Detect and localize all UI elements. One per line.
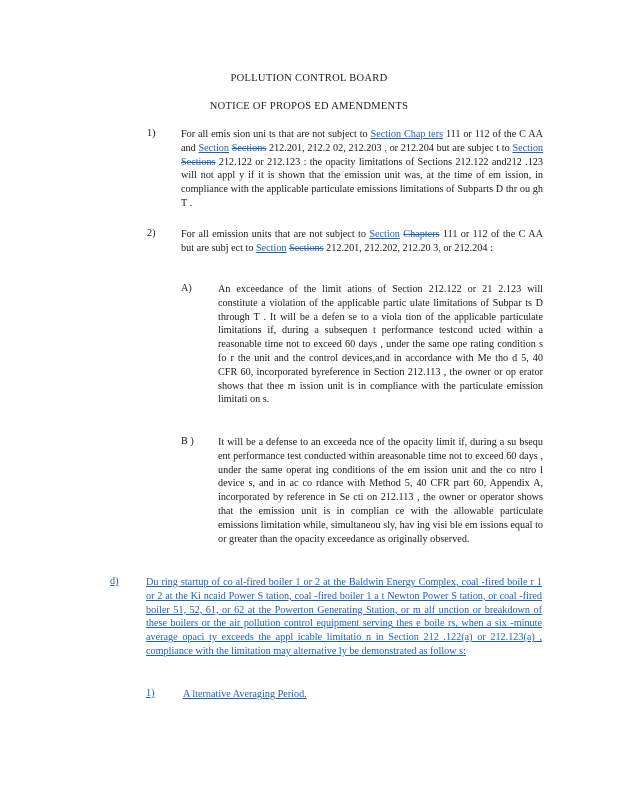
item-1-insert-a: Section Chap ters [370,129,444,140]
item-1-number: 1) [147,128,156,139]
item-1-text-c: 212.201, 212.2 02, 212.203 [266,142,385,154]
item-1-paragraph [181,128,543,211]
item-d-number: d) [110,576,119,587]
item-B-number: B ) [181,436,194,447]
item-1-insert-c: , [384,142,387,154]
item-2-deletion-a: Chapters [403,229,440,240]
item-2-text-c: 212.201, 212.202, 212.20 3 [323,242,439,254]
item-d1-number: 1) [146,688,155,699]
item-d1-heading: A lternative Averaging Period. [183,689,307,700]
item-1-text-a: For all emis sion uni ts that are not subject to [181,129,371,140]
item-2-deletion-b: Sections [289,242,324,254]
item-1-insert-d: Section [512,142,544,154]
item-2-paragraph [181,228,543,256]
item-1-deletion-a: Sections [231,142,267,154]
item-1-insert-b: Section [198,142,229,154]
item-2-text-b: 111 or 112 of the C AA but are subj ect to [181,229,543,254]
item-d-paragraph: Du ring startup of co al-fired boiler 1 or 2 at the Baldwin Energy Complex, coal -fired boile r 1 or 2 at the Ki ncaid Power S tation, coal -fired boiler 1 a t Newton Power S tation, or coal -fired boiler 51, 52, 61, or 62 at the Powerton Generating Station, or m alf unction or breakdown of these boilers or the air pollution control equipment serving thes e boile rs, when a six -minute average opaci ty exceeds the appl icable limitatio n in Section 212 .122(a) or 212.123(a) , compliance with the limitation may alternative ly be demonstrated as follow s: [146,577,542,657]
item-1-text-b: 111 or 112 of the C AA and [181,129,543,154]
item-2-insert-a: Section [369,229,400,240]
item-2-insert-b: Section [255,242,287,254]
board-title: POLLUTION CONTROL BOARD [230,73,388,84]
item-A-paragraph: An exceedance of the limit ations of Section 212.122 or 21 2.123 will constitute a violation of the applicable partic ulate limitations of Subpar ts D through T . It will be a defen se to a viola tion of the applicable particulate limitations if, during a subsequen t performance testcond ucted within a reasonable time not to exceed 60 days , under the same ope rating condition s fo r the unit and the control devices,and in accordance with Me tho d 5, 40 CFR 60, incorporated byreference in Section 212.113 , the owner or op erator shows that thee m ission unit is in compliance with the particulate emission limitati on s. [218,284,543,406]
item-2-number: 2) [147,228,156,239]
item-1-deletion-b: Sections [181,156,216,168]
notice-title: NOTICE OF PROPOS ED AMENDMENTS [209,101,409,112]
item-2-text-a: For all emission units that are not subject to [181,229,370,240]
item-1-text-e: 212.122 or 212.123 : the opacity limitations of Sections 212.122 and212 .123 will not appl y if it is shown that the emission unit was, at the time of em ission, in compliance with the applicable particulate emissions limitations of Subparts D thr ou gh T . [181,156,543,209]
item-1-text-d: or 212.204 but are subjec t to [386,142,513,154]
item-A-number: A) [181,283,192,294]
item-2-text-d: or 212.204 : [440,242,493,254]
item-2-insert-c: , [438,242,441,254]
item-B-paragraph: It will be a defense to an exceeda nce of the opacity limit if, during a su bsequ ent performance test conducted within areasonable time not to exceed 60 days , under the same operat ing conditions of the em ission unit and the co ntro l device s, and in ac co rdance with Method 5, 40 CFR part 60, Appendix A, incorporated by reference in Se cti on 212.113 , the owner or operator shows that the emission unit is in complian ce with the allowable particulate emissions limitation while, simultaneou sly, hav ing visi ble em issions equal to or greater than the opacity exceedance as originally observed. [218,437,543,545]
